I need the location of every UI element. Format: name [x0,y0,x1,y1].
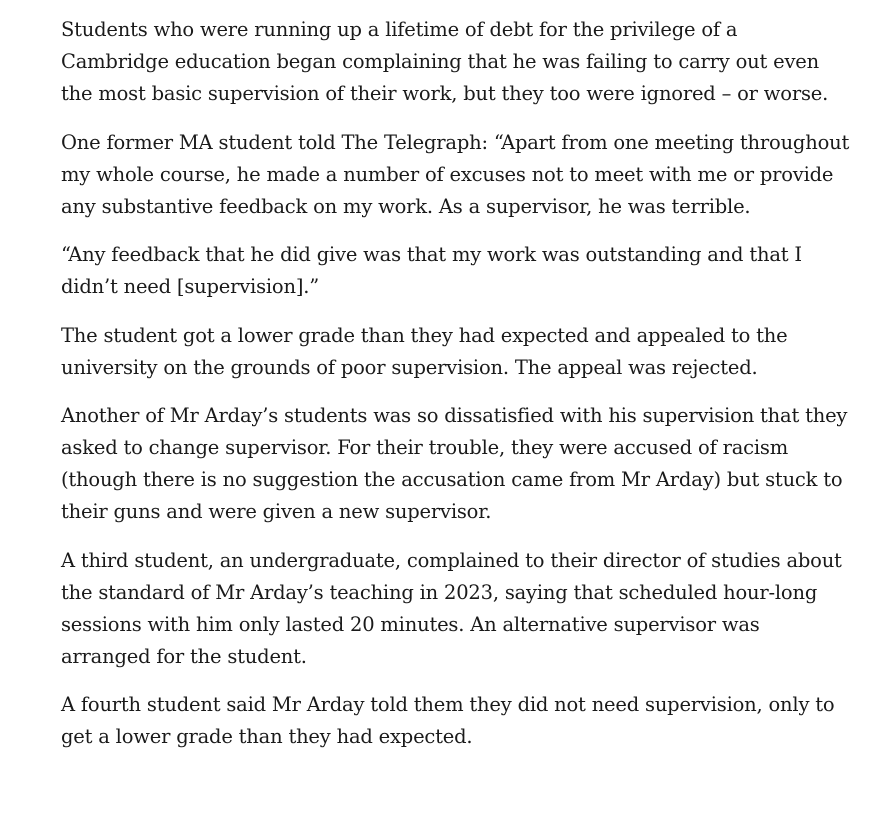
article-paragraph: One former MA student told The Telegraph: “Apart from one meeting throughout my whole course, he made a number of excuses not to meet with me or provide any substantive feedback on my work. As a supervisor, he was terrible. [61,130,850,218]
article-paragraph: “Any feedback that he did give was that my work was outstanding and that I didn’t need [supervision].” [61,243,802,298]
article-paragraph: Students who were running up a lifetime of debt for the privilege of a Cambridge education began complaining that he was failing to carry out even the most basic supervision of their work, but they too were ignored – or worse. [61,18,829,105]
article-paragraph: A third student, an undergraduate, complained to their director of studies about the standard of Mr Arday’s teaching in 2023, saying that scheduled hour-long sessions with him only lasted 20 minutes. An alternative supervisor was arranged for the student. [61,548,842,668]
article-paragraph: A fourth student said Mr Arday told them they did not need supervision, only to get a lower grade than they had expected. [61,693,835,748]
article-paragraph: The student got a lower grade than they had expected and appealed to the university on the grounds of poor supervision. The appeal was rejected. [61,323,788,379]
article-body [61,14,851,770]
article-paragraph: Another of Mr Arday’s students was so dissatisfied with his supervision that they asked to change supervisor. For their trouble, they were accused of racism (though there is no suggestion the accusation came from Mr Arday) but stuck to their guns and were given a new supervisor. [61,404,848,523]
